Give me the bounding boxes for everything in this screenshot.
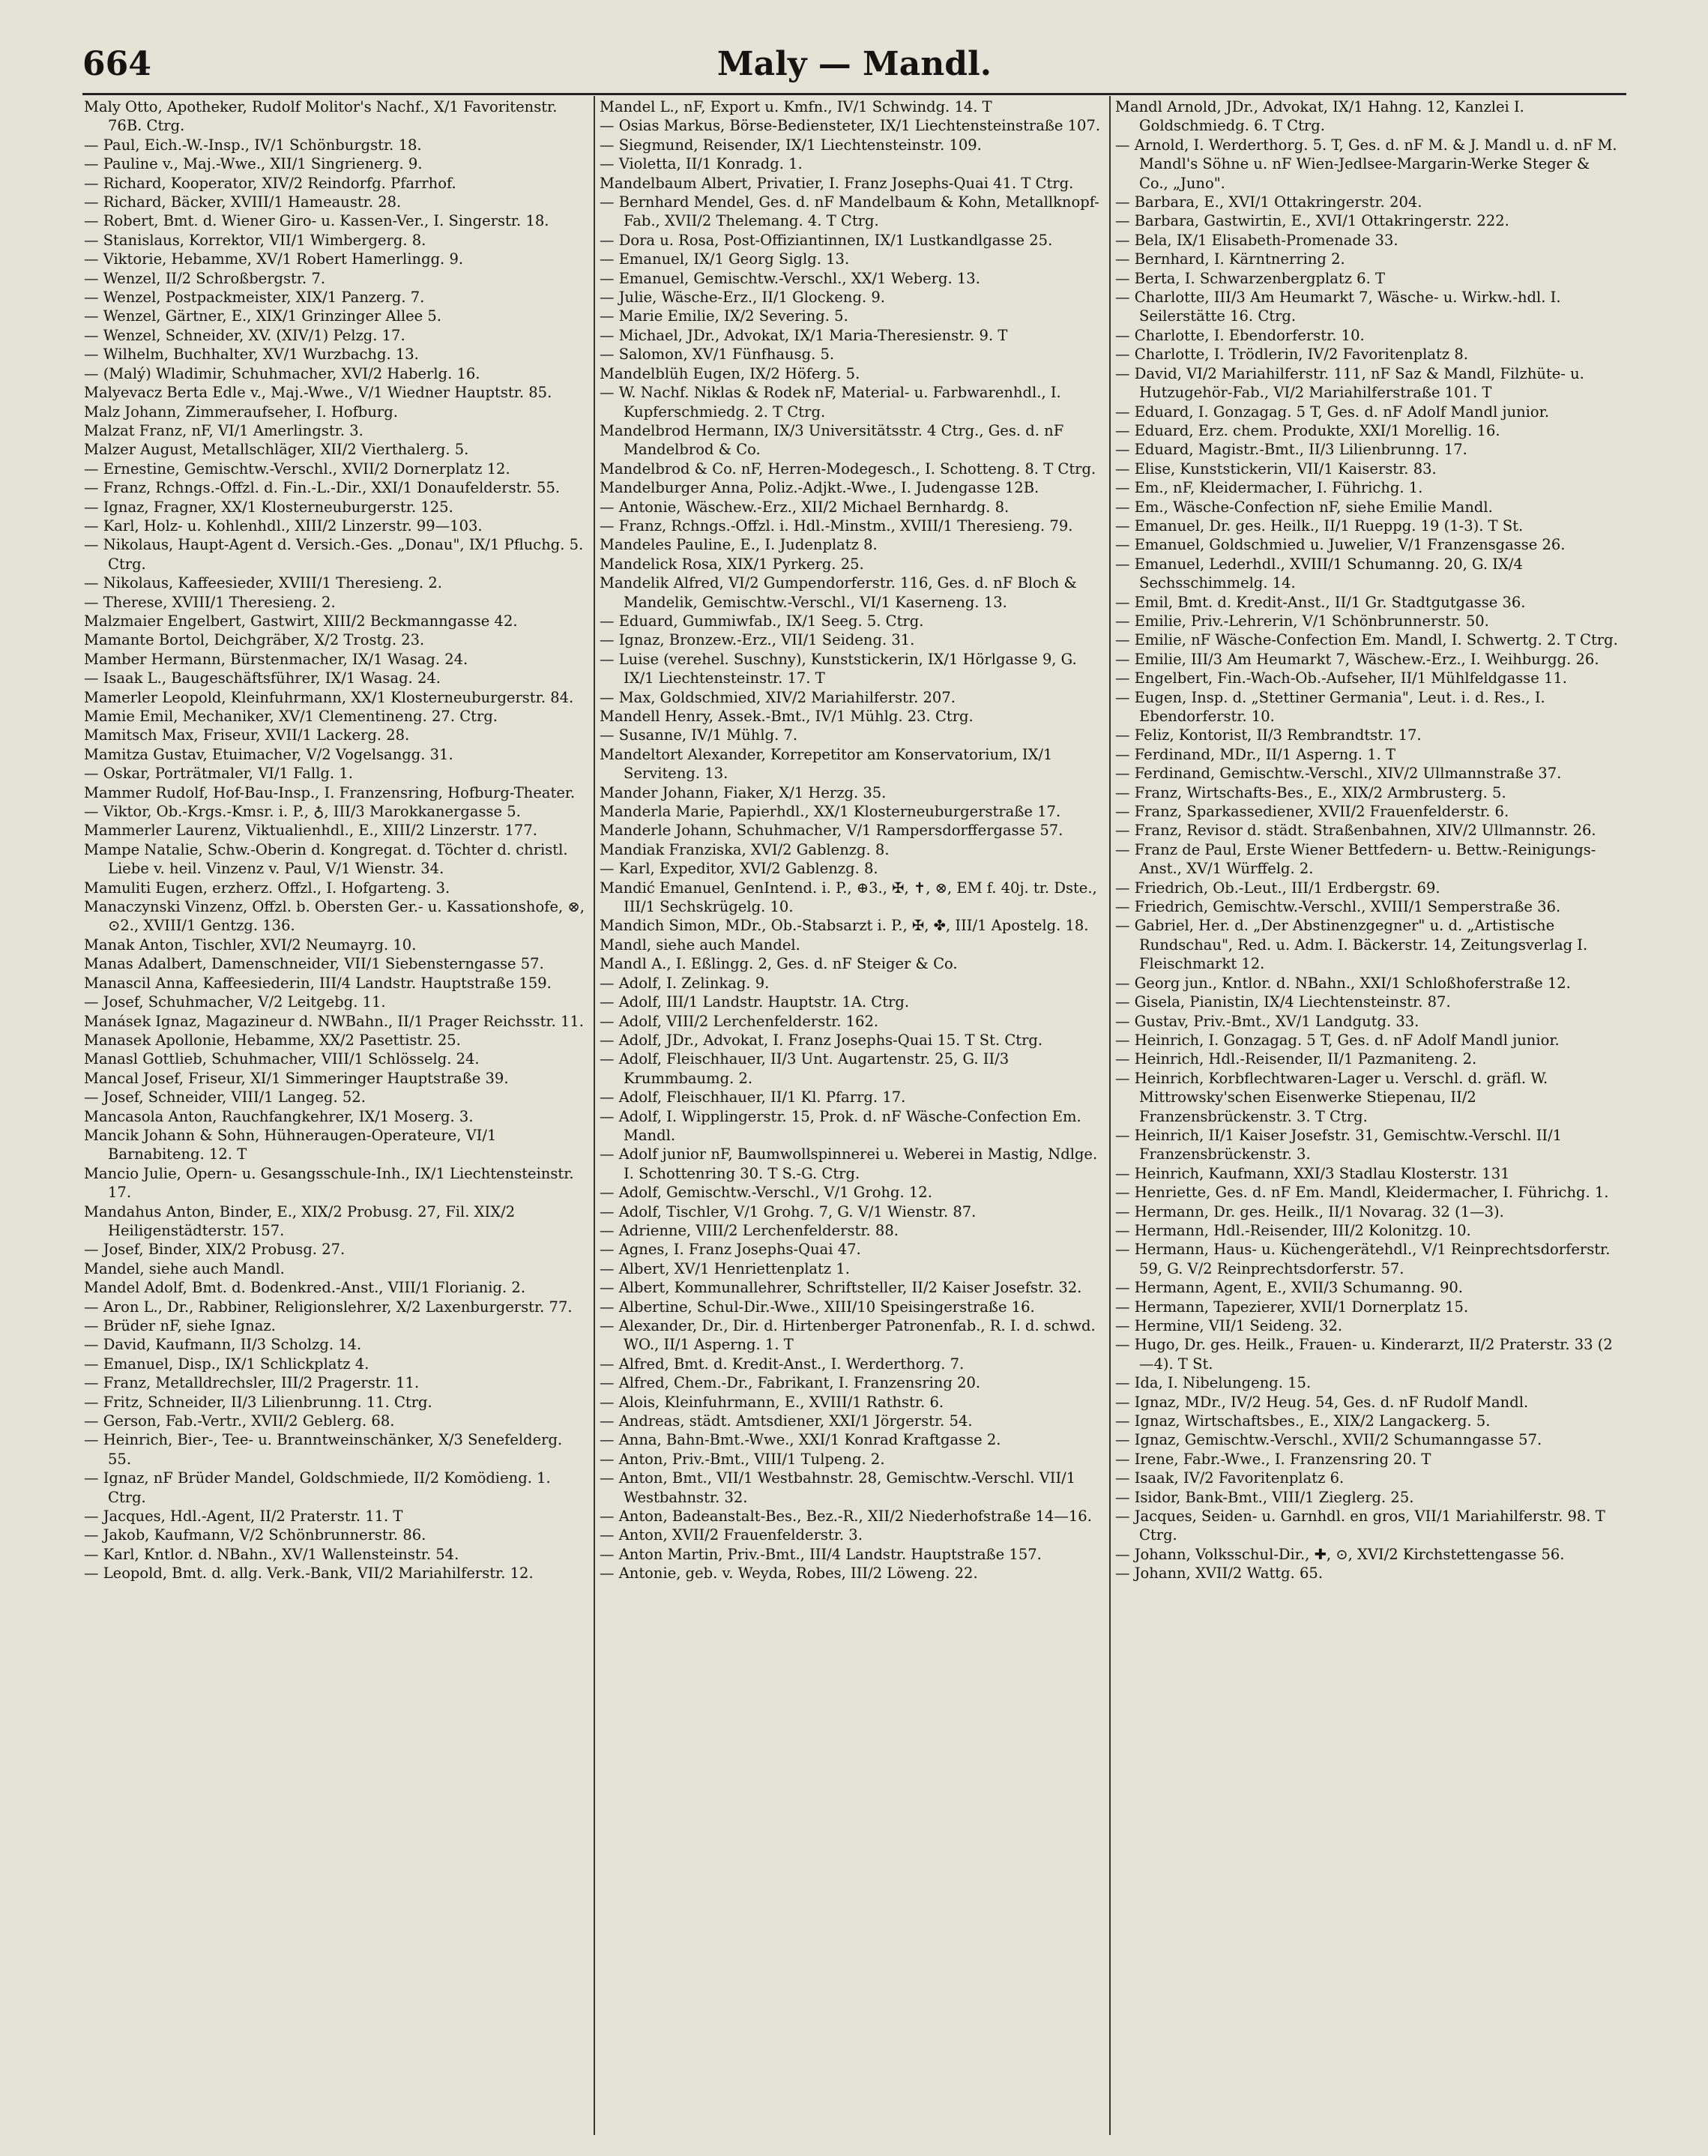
directory-entry: — Emanuel, Goldschmied u. Juwelier, V/1 Franzensgasse 26.	[1115, 536, 1566, 554]
directory-entry: — Eduard, Gummiwfab., IX/1 Seeg. 5. Ctrg.	[600, 612, 924, 630]
directory-entry: — David, VI/2 Mariahilferstr. 111, nF Saz & Mandl, Filzhüte- u. Hutzugehör-Fab., VI/2 Mariahilferstraße 101. T	[1115, 364, 1584, 402]
directory-entry: — Pauline v., Maj.-Wwe., XII/1 Singrienerg. 9.	[84, 155, 423, 173]
directory-entry: — Emanuel, IX/1 Georg Siglg. 13.	[600, 250, 850, 268]
directory-entry: — Isaak, IV/2 Favoritenplatz 6.	[1115, 1469, 1345, 1487]
directory-entry: Malyevacz Berta Edle v., Maj.-Wwe., V/1 Wiedner Hauptstr. 85.	[84, 384, 552, 402]
directory-entry: — Adolf, I. Wipplingerstr. 15, Prok. d. nF Wäsche-Confection Em. Mandl.	[600, 1107, 1081, 1144]
directory-entry: Malzer August, Metallschläger, XII/2 Vierthalerg. 5.	[84, 441, 469, 459]
directory-entry: — Franz, Revisor d. städt. Straßenbahnen, XIV/2 Ullmannstr. 26.	[1115, 822, 1596, 840]
directory-entry: Malzat Franz, nF, VI/1 Amerlingstr. 3.	[84, 421, 363, 439]
directory-entry: — Feliz, Kontorist, II/3 Rembrandtstr. 17.	[1115, 726, 1422, 744]
directory-entry: — Adolf junior nF, Baumwollspinnerei u. Weberei in Mastig, Ndlge. I. Schottenring 30. T S.-G. Ctrg.	[600, 1145, 1098, 1182]
directory-entry: — Berta, I. Schwarzenbergplatz 6. T	[1115, 269, 1385, 287]
directory-entry: — Heinrich, I. Gonzagag. 5 T, Ges. d. nF Adolf Mandl junior.	[1115, 1031, 1560, 1049]
directory-entry: — Hermann, Agent, E., XVII/3 Schumanng. 90.	[1115, 1279, 1463, 1297]
directory-entry: — Adolf, JDr., Advokat, I. Franz Josephs-Quai 15. T St. Ctrg.	[600, 1031, 1043, 1049]
directory-entry: — Ernestine, Gemischtw.-Verschl., XVII/2 Dornerplatz 12.	[84, 460, 510, 478]
directory-entry: Manas Adalbert, Damenschneider, VII/1 Siebensterngasse 57.	[84, 955, 544, 973]
directory-entry: — Viktorie, Hebamme, XV/1 Robert Hamerlingg. 9.	[84, 250, 464, 268]
directory-entry: — Susanne, IV/1 Mühlg. 7.	[600, 726, 798, 744]
directory-entry: — Engelbert, Fin.-Wach-Ob.-Aufseher, II/1 Mühlfeldgasse 11.	[1115, 669, 1568, 687]
directory-entry: — Karl, Kntlor. d. NBahn., XV/1 Wallensteinstr. 54.	[84, 1545, 459, 1563]
directory-entry: Mancasola Anton, Rauchfangkehrer, IX/1 Moserg. 3.	[84, 1107, 474, 1125]
directory-entry: Mandl A., I. Eßlingg. 2, Ges. d. nF Steiger & Co.	[600, 955, 958, 973]
directory-entry: Mandich Simon, MDr., Ob.-Stabsarzt i. P., ✠, ✤, III/1 Apostelg. 18.	[600, 917, 1089, 935]
directory-entry: — Johann, Volksschul-Dir., ✚, ⊙, XVI/2 Kirchstettengasse 56.	[1115, 1545, 1565, 1563]
directory-entry: — Franz, Sparkassediener, XVII/2 Frauenfelderstr. 6.	[1115, 803, 1509, 821]
directory-entry: Malzmaier Engelbert, Gastwirt, XIII/2 Beckmanngasse 42.	[84, 612, 518, 630]
directory-entry: — Johann, XVII/2 Wattg. 65.	[1115, 1565, 1324, 1583]
directory-entry: — Gerson, Fab.-Vertr., XVII/2 Geblerg. 68.	[84, 1412, 395, 1430]
directory-entry: — Richard, Bäcker, XVIII/1 Hameaustr. 28.	[84, 193, 402, 211]
directory-entry: — Brüder nF, siehe Ignaz.	[84, 1317, 276, 1334]
page-number: 664	[82, 45, 151, 83]
directory-entry: — Anton, Bmt., VII/1 Westbahnstr. 28, Gemischtw.-Verschl. VII/1 Westbahnstr. 32.	[600, 1469, 1076, 1506]
directory-entry: — Therese, XVIII/1 Theresieng. 2.	[84, 593, 336, 611]
directory-entry: — Violetta, II/1 Konradg. 1.	[600, 155, 803, 173]
directory-entry: — Adolf, Tischler, V/1 Grohg. 7, G. V/1 Wienstr. 87.	[600, 1202, 977, 1220]
directory-entry: Manderla Marie, Papierhdl., XX/1 Klosterneuburgerstraße 17.	[600, 803, 1061, 821]
directory-entry: — Antonie, Wäschew.-Erz., XII/2 Michael Bernhardg. 8.	[600, 498, 1010, 516]
column-1	[84, 97, 588, 2137]
directory-entry: — Josef, Schuhmacher, V/2 Leitgebg. 11.	[84, 993, 386, 1011]
directory-entry: — Paul, Eich.-W.-Insp., IV/1 Schönburgstr. 18.	[84, 136, 422, 154]
running-head: Maly — Mandl.	[716, 45, 992, 83]
directory-entry: — Bernhard, I. Kärntnerring 2.	[1115, 250, 1345, 268]
directory-entry: — Oskar, Porträtmaler, VI/1 Fallg. 1.	[84, 765, 353, 783]
directory-entry: Mandelblüh Eugen, IX/2 Höferg. 5.	[600, 364, 860, 382]
directory-entry: — Heinrich, II/1 Kaiser Josefstr. 31, Gemischtw.-Verschl. II/1 Franzensbrückenstr. 3.	[1115, 1126, 1563, 1163]
directory-entry: — Adolf, III/1 Landstr. Hauptstr. 1A. Ctrg.	[600, 993, 910, 1011]
directory-entry: — Emilie, Priv.-Lehrerin, V/1 Schönbrunnerstr. 50.	[1115, 612, 1489, 630]
directory-entry: — Alois, Kleinfuhrmann, E., XVIII/1 Rathstr. 6.	[600, 1393, 944, 1411]
directory-entry: — Ignaz, Fragner, XX/1 Klosterneuburgerstr. 125.	[84, 498, 453, 516]
directory-entry: — Emil, Bmt. d. Kredit-Anst., II/1 Gr. Stadtgutgasse 36.	[1115, 593, 1526, 611]
directory-entry: Mampe Natalie, Schw.-Oberin d. Kongregat. d. Töchter d. christl. Liebe v. heil. Vinzenz v. Paul, V/1 Wienstr. 34.	[84, 840, 568, 878]
directory-entry: — Julie, Wäsche-Erz., II/1 Glockeng. 9.	[600, 289, 885, 307]
directory-entry: — Isaak L., Baugeschäftsführer, IX/1 Wasag. 24.	[84, 669, 441, 687]
directory-entry: Mamber Hermann, Bürstenmacher, IX/1 Wasag. 24.	[84, 650, 468, 668]
directory-entry: Mandelbrod Hermann, IX/3 Universitätsstr. 4 Ctrg., Ges. d. nF Mandelbrod & Co.	[600, 421, 1064, 459]
directory-entry: — Anna, Bahn-Bmt.-Wwe., XXI/1 Konrad Kraftgasse 2.	[600, 1431, 1001, 1449]
directory-entry: — Albert, XV/1 Henriettenplatz 1.	[600, 1259, 850, 1277]
directory-entry: — Richard, Kooperator, XIV/2 Reindorfg. Pfarrhof.	[84, 174, 456, 192]
directory-entry: Manasek Apollonie, Hebamme, XX/2 Pasettistr. 25.	[84, 1031, 461, 1049]
directory-entry: — Barbara, E., XVI/1 Ottakringerstr. 204.	[1115, 193, 1422, 211]
directory-entry: — Anton, XVII/2 Frauenfelderstr. 3.	[600, 1526, 863, 1544]
directory-entry: Mancio Julie, Opern- u. Gesangsschule-Inh., IX/1 Liechtensteinstr. 17.	[84, 1164, 574, 1202]
directory-entry: — Andreas, städt. Amtsdiener, XXI/1 Jörgerstr. 54.	[600, 1412, 973, 1430]
directory-entry: Mamitza Gustav, Etuimacher, V/2 Vogelsangg. 31.	[84, 745, 453, 763]
directory-entry: — Salomon, XV/1 Fünfhausg. 5.	[600, 346, 835, 364]
column-divider	[594, 96, 595, 2135]
directory-entry: — Nikolaus, Haupt-Agent d. Versich.-Ges. „Donau", IX/1 Pfluchg. 5. Ctrg.	[84, 536, 584, 573]
directory-entry: — Wenzel, Schneider, XV. (XIV/1) Pelzg. 17.	[84, 326, 405, 344]
directory-entry: — Ignaz, Gemischtw.-Verschl., XVII/2 Schumanngasse 57.	[1115, 1431, 1542, 1449]
directory-entry: Mandiak Franziska, XVI/2 Gablenzg. 8.	[600, 840, 890, 858]
directory-entry: — Charlotte, I. Trödlerin, IV/2 Favoritenplatz 8.	[1115, 346, 1468, 364]
directory-entry: — Stanislaus, Korrektor, VII/1 Wimbergerg. 8.	[84, 231, 426, 249]
directory-entry: — Emilie, nF Wäsche-Confection Em. Mandl, I. Schwertg. 2. T Ctrg.	[1115, 631, 1618, 649]
directory-entry: — Franz, Metalldrechsler, III/2 Pragerstr. 11.	[84, 1374, 420, 1392]
directory-entry: — Josef, Schneider, VIII/1 Langeg. 52.	[84, 1088, 366, 1106]
directory-entry: — Emanuel, Gemischtw.-Verschl., XX/1 Weberg. 13.	[600, 269, 980, 287]
directory-entry: — Em., Wäsche-Confection nF, siehe Emilie Mandl.	[1115, 498, 1493, 516]
directory-entry: — Emilie, III/3 Am Heumarkt 7, Wäschew.-Erz., I. Weihburgg. 26.	[1115, 650, 1599, 668]
directory-entry: — Irene, Fabr.-Wwe., I. Franzensring 20. T	[1115, 1450, 1431, 1468]
directory-entry: — Albert, Kommunallehrer, Schriftsteller, II/2 Kaiser Josefstr. 32.	[600, 1279, 1082, 1297]
directory-entry: — Jakob, Kaufmann, V/2 Schönbrunnerstr. 86.	[84, 1526, 426, 1544]
directory-entry: — Jacques, Seiden- u. Garnhdl. en gros, VII/1 Mariahilferstr. 98. T Ctrg.	[1115, 1508, 1605, 1544]
directory-entry: — Franz, Rchngs.-Offzl. i. Hdl.-Minstm., XVIII/1 Theresieng. 79.	[600, 517, 1073, 535]
directory-entry: — Robert, Bmt. d. Wiener Giro- u. Kassen-Ver., I. Singerstr. 18.	[84, 212, 549, 230]
directory-entry: — Agnes, I. Franz Josephs-Quai 47.	[600, 1241, 861, 1259]
directory-entry: — Ferdinand, Gemischtw.-Verschl., XIV/2 Ullmannstraße 37.	[1115, 765, 1562, 783]
directory-entry: — Wenzel, II/2 Schroßbergstr. 7.	[84, 269, 326, 287]
directory-entry: Mammer Rudolf, Hof-Bau-Insp., I. Franzensring, Hofburg-Theater.	[84, 783, 576, 801]
directory-entry: — Bernhard Mendel, Ges. d. nF Mandelbaum & Kohn, Metallknopf-Fab., XVII/2 Thelemang. 4. T Ctrg.	[600, 193, 1099, 230]
directory-entry: — Dora u. Rosa, Post-Offiziantinnen, IX/1 Lustkandlgasse 25.	[600, 231, 1053, 249]
directory-entry: Manásek Ignaz, Magazineur d. NWBahn., II/1 Prager Reichsstr. 11.	[84, 1012, 584, 1030]
directory-entry: — Emanuel, Disp., IX/1 Schlickplatz 4.	[84, 1355, 369, 1373]
directory-entry: — Osias Markus, Börse-Bediensteter, IX/1 Liechtensteinstraße 107.	[600, 117, 1101, 135]
directory-entry: — Friedrich, Gemischtw.-Verschl., XVIII/1 Semperstraße 36.	[1115, 898, 1561, 916]
directory-entry: — Bela, IX/1 Elisabeth-Promenade 33.	[1115, 231, 1398, 249]
directory-entry: Mandelick Rosa, XIX/1 Pyrkerg. 25.	[600, 555, 864, 573]
directory-entry: — Ignaz, Wirtschaftsbes., E., XIX/2 Langackerg. 5.	[1115, 1412, 1491, 1430]
directory-entry: — Anton, Priv.-Bmt., VIII/1 Tulpeng. 2.	[600, 1450, 885, 1468]
directory-entry: — Karl, Holz- u. Kohlenhdl., XIII/2 Linzerstr. 99—103.	[84, 517, 483, 535]
directory-entry: Mamuliti Eugen, erzherz. Offzl., I. Hofgarteng. 3.	[84, 879, 450, 897]
directory-entry: — Hermann, Haus- u. Küchengerätehdl., V/1 Reinprechtsdorferstr. 59, G. V/2 Reinprechtsdorferstr. 57.	[1115, 1241, 1611, 1277]
directory-entry: Mamitsch Max, Friseur, XVII/1 Lackerg. 28.	[84, 726, 410, 744]
column-2	[600, 97, 1104, 2137]
directory-entry: — Gisela, Pianistin, IX/4 Liechtensteinstr. 87.	[1115, 993, 1451, 1011]
directory-entry: — (Malý) Wladimir, Schuhmacher, XVI/2 Haberlg. 16.	[84, 364, 480, 382]
directory-entry: — Nikolaus, Kaffeesieder, XVIII/1 Theresieng. 2.	[84, 574, 442, 592]
directory-entry: — Ignaz, MDr., IV/2 Heug. 54, Ges. d. nF Rudolf Mandl.	[1115, 1393, 1529, 1411]
directory-entry: — Albertine, Schul-Dir.-Wwe., XIII/10 Speisingerstraße 16.	[600, 1298, 1035, 1316]
directory-entry: Manderle Johann, Schuhmacher, V/1 Rampersdorffergasse 57.	[600, 822, 1063, 840]
directory-entry: — Emanuel, Lederhdl., XVIII/1 Schumanng. 20, G. IX/4 Sechsschimmelg. 14.	[1115, 555, 1523, 592]
directory-entry: Mandell Henry, Assek.-Bmt., IV/1 Mühlg. 23. Ctrg.	[600, 708, 974, 725]
directory-entry: Mancik Johann & Sohn, Hühneraugen-Operateure, VI/1 Barnabiteng. 12. T	[84, 1126, 497, 1163]
directory-entry: Mandelbaum Albert, Privatier, I. Franz Josephs-Quai 41. T Ctrg.	[600, 174, 1074, 192]
directory-entry: — Josef, Binder, XIX/2 Probusg. 27.	[84, 1241, 345, 1259]
directory-entry: — Marie Emilie, IX/2 Severing. 5.	[600, 307, 848, 325]
directory-entry: — Barbara, Gastwirtin, E., XVI/1 Ottakringerstr. 222.	[1115, 212, 1509, 230]
directory-entry: — Leopold, Bmt. d. allg. Verk.-Bank, VII/2 Mariahilferstr. 12.	[84, 1565, 534, 1583]
directory-entry: Mandelbrod & Co. nF, Herren-Modegesch., I. Schotteng. 8. T Ctrg.	[600, 460, 1096, 478]
directory-entry: Mandelburger Anna, Poliz.-Adjkt.-Wwe., I. Judengasse 12B.	[600, 479, 1039, 497]
directory-entry: Mandel, siehe auch Mandl.	[84, 1259, 285, 1277]
directory-entry: — Ferdinand, MDr., II/1 Asperng. 1. T	[1115, 745, 1396, 763]
directory-entry: — Emanuel, Dr. ges. Heilk., II/1 Rueppg. 19 (1-3). T St.	[1115, 517, 1524, 535]
directory-entry: — Eduard, Magistr.-Bmt., II/3 Lilienbrunng. 17.	[1115, 441, 1467, 459]
directory-entry: — Eugen, Insp. d. „Stettiner Germania", Leut. i. d. Res., I. Ebendorferstr. 10.	[1115, 688, 1545, 725]
directory-entry: Mandić Emanuel, GenIntend. i. P., ⊕3., ✠, ✝, ⊗, EM f. 40j. tr. Dste., III/1 Sechskrügelg. 10.	[600, 879, 1097, 916]
directory-entry: — Fritz, Schneider, II/3 Lilienbrunng. 11. Ctrg.	[84, 1393, 432, 1411]
directory-entry: — Alfred, Chem.-Dr., Fabrikant, I. Franzensring 20.	[600, 1374, 981, 1392]
column-3	[1115, 97, 1620, 2137]
directory-entry: Mancal Josef, Friseur, XI/1 Simmeringer Hauptstraße 39.	[84, 1069, 509, 1087]
directory-entry: — Franz, Rchngs.-Offzl. d. Fin.-L.-Dir., XXI/1 Donaufelderstr. 55.	[84, 479, 561, 497]
directory-entry: Mamerler Leopold, Kleinfuhrmann, XX/1 Klosterneuburgerstr. 84.	[84, 688, 574, 706]
directory-entry: — Anton Martin, Priv.-Bmt., III/4 Landstr. Hauptstraße 157.	[600, 1545, 1042, 1563]
directory-entry: — Elise, Kunststickerin, VII/1 Kaiserstr. 83.	[1115, 460, 1437, 478]
directory-entry: — Charlotte, III/3 Am Heumarkt 7, Wäsche- u. Wirkw.-hdl. I. Seilerstätte 16. Ctrg.	[1115, 289, 1561, 325]
directory-entry: — Antonie, geb. v. Weyda, Robes, III/2 Löweng. 22.	[600, 1565, 978, 1583]
directory-entry: — Heinrich, Korbflechtwaren-Lager u. Verschl. d. gräfl. W. Mittrowsky'schen Eisenwerke Stiepenau, II/2 Franzensbrückenstr. 3. T Ctrg.	[1115, 1069, 1548, 1125]
directory-entry: — Alfred, Bmt. d. Kredit-Anst., I. Werderthorg. 7.	[600, 1355, 965, 1373]
directory-entry: — Em., nF, Kleidermacher, I. Führichg. 1.	[1115, 479, 1423, 497]
directory-entry: Mandeles Pauline, E., I. Judenplatz 8.	[600, 536, 878, 554]
directory-entry: — Ida, I. Nibelungeng. 15.	[1115, 1374, 1312, 1392]
directory-entry: — Friedrich, Ob.-Leut., III/1 Erdbergstr. 69.	[1115, 879, 1440, 897]
directory-entry: Mandahus Anton, Binder, E., XIX/2 Probusg. 27, Fil. XIX/2 Heiligenstädterstr. 157.	[84, 1202, 516, 1239]
directory-entry: — Adolf, VIII/2 Lerchenfelderstr. 162.	[600, 1012, 879, 1030]
directory-entry: — Aron L., Dr., Rabbiner, Religionslehrer, X/2 Laxenburgerstr. 77.	[84, 1298, 573, 1316]
directory-entry: — Franz, Wirtschafts-Bes., E., XIX/2 Armbrusterg. 5.	[1115, 783, 1506, 801]
directory-entry: Malz Johann, Zimmeraufseher, I. Hofburg.	[84, 403, 398, 421]
directory-entry: — Anton, Badeanstalt-Bes., Bez.-R., XII/2 Niederhofstraße 14—16.	[600, 1508, 1092, 1526]
directory-entry: — Hermann, Tapezierer, XVII/1 Dornerplatz 15.	[1115, 1298, 1469, 1316]
directory-entry: — Siegmund, Reisender, IX/1 Liechtensteinstr. 109.	[600, 136, 982, 154]
directory-entry: Mammerler Laurenz, Viktualienhdl., E., XIII/2 Linzerstr. 177.	[84, 822, 537, 840]
directory-entry: — Michael, JDr., Advokat, IX/1 Maria-Theresienstr. 9. T	[600, 326, 1008, 344]
directory-entry: — Viktor, Ob.-Krgs.-Kmsr. i. P., ♁, III/3 Marokkanergasse 5.	[84, 803, 521, 821]
directory-entry: Manaczynski Vinzenz, Offzl. b. Obersten Ger.- u. Kassationshofe, ⊗, ⊙2., XVIII/1 Gentzg. 136.	[84, 898, 585, 935]
directory-entry: — Adolf, I. Zelinkag. 9.	[600, 974, 770, 992]
directory-entry: — Heinrich, Bier-, Tee- u. Branntweinschänker, X/3 Senefelderg. 55.	[84, 1431, 563, 1468]
directory-entry: — Hermann, Hdl.-Reisender, III/2 Kolonitzg. 10.	[1115, 1221, 1471, 1239]
directory-entry: Manascil Anna, Kaffeesiederin, III/4 Landstr. Hauptstraße 159.	[84, 974, 552, 992]
directory-entry: — Arnold, I. Werderthorg. 5. T, Ges. d. nF M. & J. Mandl u. d. nF M. Mandl's Söhne u. nF Wien-Jedlsee-Margarin-Werke Steger & Co., „Juno".	[1115, 136, 1617, 192]
column-divider	[1109, 96, 1111, 2135]
directory-entry: — Adrienne, VIII/2 Lerchenfelderstr. 88.	[600, 1221, 899, 1239]
directory-entry: — Adolf, Gemischtw.-Verschl., V/1 Grohg. 12.	[600, 1184, 932, 1202]
directory-entry: — Adolf, Fleischhauer, II/3 Unt. Augartenstr. 25, G. II/3 Krummbaumg. 2.	[600, 1050, 1010, 1087]
directory-entry: — Max, Goldschmied, XIV/2 Mariahilferstr. 207.	[600, 688, 956, 706]
directory-entry: Mandelik Alfred, VI/2 Gumpendorferstr. 116, Ges. d. nF Bloch & Mandelik, Gemischtw.-Verschl., VI/1 Kaserneng. 13.	[600, 574, 1077, 611]
directory-entry: — Gabriel, Her. d. „Der Abstinenzgegner" u. d. „Artistische Rundschau", Red. u. Adm. I. Bäckerstr. 14, Zeitungsverlag I. Fleischmarkt 12.	[1115, 917, 1588, 973]
directory-entry: Mandel Adolf, Bmt. d. Bodenkred.-Anst., VIII/1 Florianig. 2.	[84, 1279, 526, 1297]
directory-entry: — Charlotte, I. Ebendorferstr. 10.	[1115, 326, 1365, 344]
directory-entry: Mandl, siehe auch Mandel.	[600, 936, 800, 954]
directory-entry: — Hugo, Dr. ges. Heilk., Frauen- u. Kinderarzt, II/2 Praterstr. 33 (2—4). T St.	[1115, 1336, 1613, 1373]
directory-entry: — Heinrich, Hdl.-Reisender, II/1 Pazmaniteng. 2.	[1115, 1050, 1477, 1068]
directory-entry: — Alexander, Dr., Dir. d. Hirtenberger Patronenfab., R. I. d. schwd. WO., II/1 Asperng. 1. T	[600, 1317, 1096, 1354]
directory-entry: Mandl Arnold, JDr., Advokat, IX/1 Hahng. 12, Kanzlei I. Goldschmiedg. 6. T Ctrg.	[1115, 98, 1524, 135]
directory-entry: — Gustav, Priv.-Bmt., XV/1 Landgutg. 33.	[1115, 1012, 1419, 1030]
directory-entry: Manak Anton, Tischler, XVI/2 Neumayrg. 10.	[84, 936, 417, 954]
directory-entry: — Hermann, Dr. ges. Heilk., II/1 Novarag. 32 (1—3).	[1115, 1202, 1504, 1220]
directory-entry: Manasl Gottlieb, Schuhmacher, VIII/1 Schlösselg. 24.	[84, 1050, 480, 1068]
directory-entry: — Isidor, Bank-Bmt., VIII/1 Zieglerg. 25.	[1115, 1488, 1414, 1506]
directory-entry: — Ignaz, nF Brüder Mandel, Goldschmiede, II/2 Komödieng. 1. Ctrg.	[84, 1469, 551, 1506]
directory-entry: — Jacques, Hdl.-Agent, II/2 Praterstr. 11. T	[84, 1508, 403, 1526]
directory-entry: — Eduard, Erz. chem. Produkte, XXI/1 Morellig. 16.	[1115, 421, 1500, 439]
directory-entry: — David, Kaufmann, II/3 Scholzg. 14.	[84, 1336, 362, 1354]
directory-entry: — Luise (verehel. Suschny), Kunststickerin, IX/1 Hörlgasse 9, G. IX/1 Liechtensteinstr. 17. T	[600, 650, 1077, 687]
directory-entry: — Ignaz, Bronzew.-Erz., VII/1 Seideng. 31.	[600, 631, 915, 649]
directory-entry: — Karl, Expeditor, XVI/2 Gablenzg. 8.	[600, 860, 878, 878]
directory-entry: — Eduard, I. Gonzagag. 5 T, Ges. d. nF Adolf Mandl junior.	[1115, 403, 1550, 421]
directory-entry: — Hermine, VII/1 Seideng. 32.	[1115, 1317, 1343, 1334]
directory-entry: Mander Johann, Fiaker, X/1 Herzg. 35.	[600, 783, 887, 801]
directory-entry: — Georg jun., Kntlor. d. NBahn., XXI/1 Schloßhoferstraße 12.	[1115, 974, 1571, 992]
header-rule	[82, 93, 1626, 95]
directory-entry: Mamante Bortol, Deichgräber, X/2 Trostg. 23.	[84, 631, 425, 649]
directory-entry: — Wenzel, Postpackmeister, XIX/1 Panzerg. 7.	[84, 289, 425, 307]
directory-entry: — W. Nachf. Niklas & Rodek nF, Material- u. Farbwarenhdl., I. Kupferschmiedg. 2. T Ctrg.	[600, 384, 1061, 421]
directory-entry: — Wilhelm, Buchhalter, XV/1 Wurzbachg. 13.	[84, 346, 419, 364]
directory-entry: — Heinrich, Kaufmann, XXI/3 Stadlau Klosterstr. 131	[1115, 1164, 1510, 1182]
directory-entry: — Adolf, Fleischhauer, II/1 Kl. Pfarrg. 17.	[600, 1088, 906, 1106]
directory-entry: — Franz de Paul, Erste Wiener Bettfedern- u. Bettw.-Reinigungs-Anst., XV/1 Würffelg. 2.	[1115, 840, 1596, 878]
page-header	[82, 45, 1626, 90]
directory-entry: Mamie Emil, Mechaniker, XV/1 Clementineng. 27. Ctrg.	[84, 708, 498, 725]
directory-entry: — Wenzel, Gärtner, E., XIX/1 Grinzinger Allee 5.	[84, 307, 441, 325]
directory-entry: Maly Otto, Apotheker, Rudolf Molitor's Nachf., X/1 Favoritenstr. 76B. Ctrg.	[84, 98, 558, 135]
directory-entry: Mandel L., nF, Export u. Kmfn., IV/1 Schwindg. 14. T	[600, 98, 992, 115]
directory-entry: — Henriette, Ges. d. nF Em. Mandl, Kleidermacher, I. Führichg. 1.	[1115, 1184, 1609, 1202]
directory-entry: Mandeltort Alexander, Korrepetitor am Konservatorium, IX/1 Serviteng. 13.	[600, 745, 1053, 783]
